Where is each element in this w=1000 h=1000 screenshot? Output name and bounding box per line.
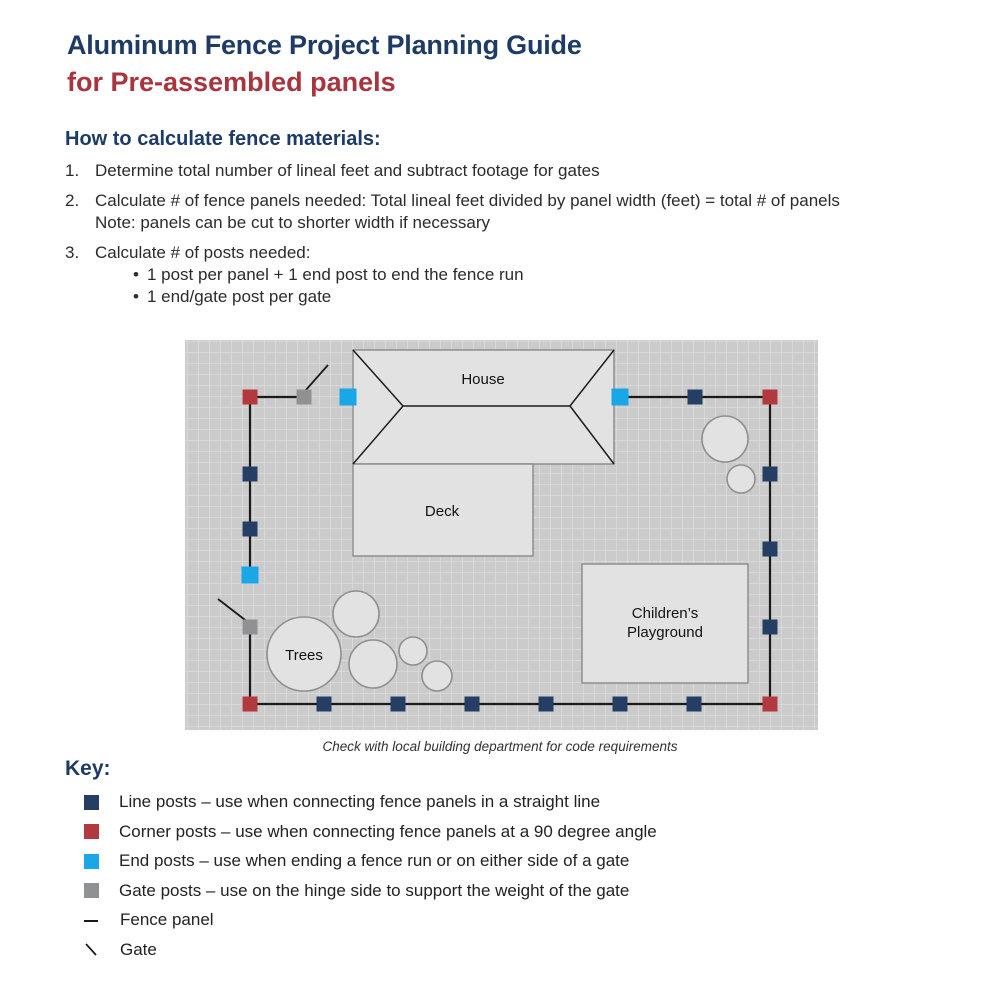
line-post-marker — [317, 697, 332, 712]
legend — [84, 794, 657, 971]
gate-post-marker — [297, 390, 312, 405]
instructions-heading: How to calculate fence materials: — [65, 128, 381, 150]
plan-label: Trees — [285, 647, 323, 664]
item-number: 2. — [65, 191, 80, 210]
gate-diagonal-glyph — [84, 942, 100, 957]
tree-circle — [399, 637, 427, 665]
line-post-marker — [688, 390, 703, 405]
gate-post-marker — [243, 620, 258, 635]
site-plan-svg — [185, 340, 818, 730]
plan-label: Playground — [627, 624, 703, 641]
legend-row-4 — [84, 880, 657, 900]
line-post-marker — [243, 467, 258, 482]
bullet-text: 1 end/gate post per gate — [146, 287, 332, 306]
instruction-item-3 — [65, 242, 955, 308]
line-post-marker — [391, 697, 406, 712]
item-text: Note: panels can be cut to shorter width if necessary — [95, 213, 490, 232]
line-post-marker — [539, 697, 554, 712]
instruction-list — [65, 160, 955, 316]
legend-label: End posts – use when ending a fence run or on either side of a gate — [119, 851, 630, 870]
end-post-swatch-icon — [84, 854, 99, 869]
legend-row-2 — [84, 821, 657, 841]
line-post-marker — [243, 522, 258, 537]
line-post-marker — [763, 542, 778, 557]
line-post-marker — [465, 697, 480, 712]
item-text: Calculate # of posts needed: — [95, 243, 311, 262]
legend-row-3 — [84, 853, 657, 869]
end-post-marker — [612, 389, 629, 406]
bullet-icon: • — [133, 287, 139, 306]
item-number: 3. — [65, 243, 80, 262]
plan-label: Children’s — [631, 605, 699, 622]
tree-circle — [333, 591, 379, 637]
plan-label: House — [461, 371, 505, 388]
instruction-item-2 — [65, 190, 955, 234]
legend-row-5 — [84, 912, 657, 928]
bullet-text: 1 post per panel + 1 end post to end the fence run — [146, 265, 524, 284]
end-post-marker — [340, 389, 357, 406]
item-bullet — [95, 264, 955, 286]
line-post-swatch-icon — [84, 795, 99, 810]
corner-post-marker — [763, 390, 778, 405]
legend-label: Line posts – use when connecting fence panels in a straight line — [119, 792, 601, 811]
line-post-marker — [687, 697, 702, 712]
item-text: Determine total number of lineal feet and subtract footage for gates — [95, 161, 600, 180]
tree-circle — [727, 465, 755, 493]
legend-label: Gate — [120, 939, 157, 959]
line-post-marker — [613, 697, 628, 712]
house-outline — [353, 350, 614, 464]
item-bullet — [95, 286, 955, 308]
corner-post-swatch-icon — [84, 824, 99, 839]
bullet-icon: • — [133, 265, 139, 284]
line-post-marker — [763, 467, 778, 482]
legend-row-6 — [84, 939, 657, 959]
page-subtitle: for Pre-assembled panels — [67, 67, 396, 97]
diagram-caption: Check with local building department for code requirements — [322, 739, 678, 754]
site-plan-diagram — [185, 340, 818, 730]
legend-label: Gate posts – use on the hinge side to support the weight of the gate — [119, 880, 630, 900]
end-post-marker — [242, 567, 259, 584]
legend-label: Fence panel — [120, 910, 214, 929]
legend-row-1 — [84, 794, 657, 810]
plan-label: Deck — [424, 503, 460, 520]
legend-label: Corner posts – use when connecting fence panels at a 90 degree angle — [119, 821, 657, 841]
page-title: Aluminum Fence Project Planning Guide — [67, 30, 582, 60]
tree-circle — [702, 416, 748, 462]
item-number: 1. — [65, 161, 80, 180]
gate-post-swatch-icon — [84, 883, 99, 898]
item-text: Calculate # of fence panels needed: Total lineal feet divided by panel width (feet) = total # of panels — [95, 191, 840, 210]
tree-circle — [422, 661, 452, 691]
fence-panel-line-glyph — [84, 920, 98, 922]
tree-circle — [349, 640, 397, 688]
gate-line-icon — [84, 942, 100, 957]
key-heading: Key: — [65, 757, 111, 780]
corner-post-marker — [243, 390, 258, 405]
corner-post-marker — [243, 697, 258, 712]
fence-panel-line-icon — [84, 913, 100, 928]
corner-post-marker — [763, 697, 778, 712]
line-post-marker — [763, 620, 778, 635]
instruction-item-1 — [65, 160, 955, 182]
